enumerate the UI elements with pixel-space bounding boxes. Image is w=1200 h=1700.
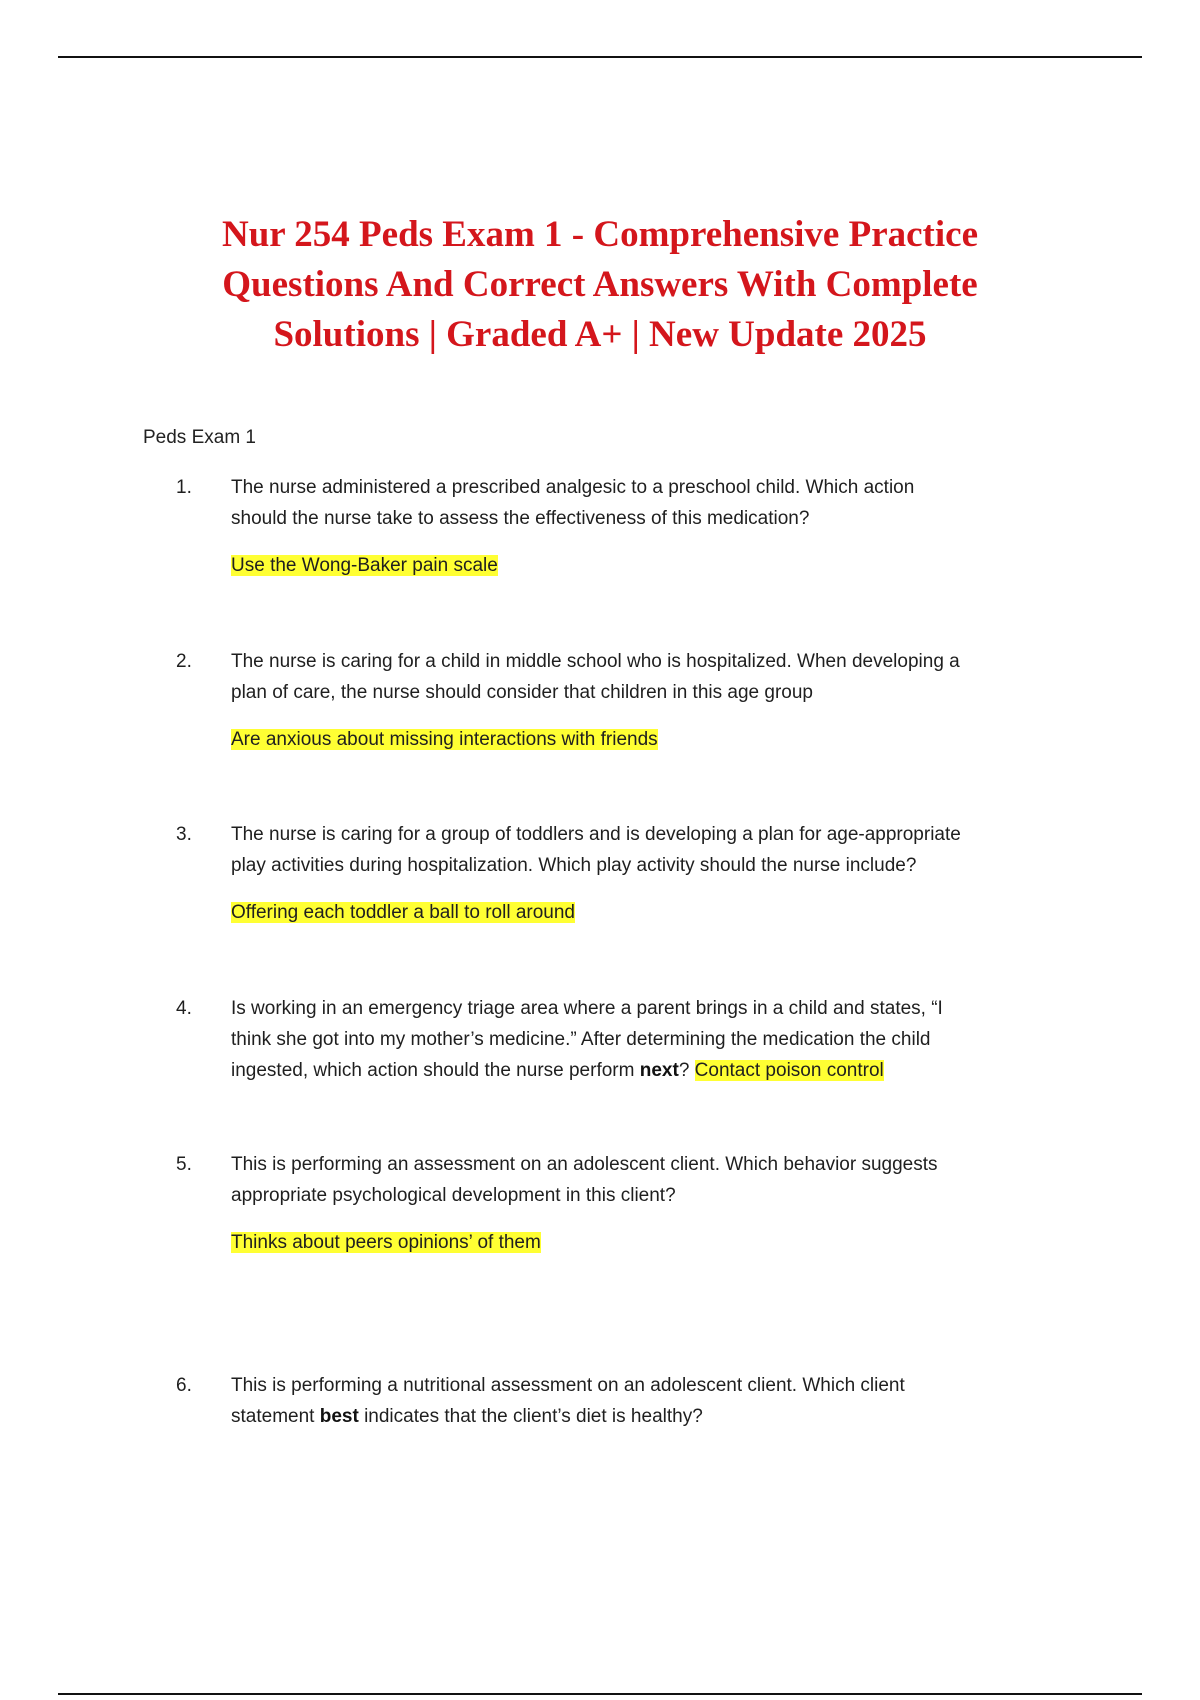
answer <box>231 1229 541 1256</box>
question-line: play activities during hospitalization. Which play activity should the nurse include? <box>231 855 917 876</box>
question-text <box>231 993 1061 1086</box>
question-line: plan of care, the nurse should consider that children in this age group <box>231 682 813 703</box>
question-text <box>231 472 1061 534</box>
answer-highlight: Thinks about peers opinions’ of them <box>231 1232 541 1253</box>
emphasis-best: best <box>319 1406 359 1427</box>
question-number: 2. <box>176 651 192 672</box>
question-text-part: ingested, which action should the nurse perform <box>231 1060 640 1081</box>
answer <box>231 726 658 753</box>
question-number: 6. <box>176 1375 192 1396</box>
question-text <box>231 819 1061 881</box>
question-text <box>231 646 1061 708</box>
question-line: appropriate psychological development in this client? <box>231 1185 676 1206</box>
question-text-part: indicates that the client’s diet is healthy? <box>358 1406 703 1427</box>
answer <box>231 899 575 926</box>
question-text-part: statement <box>231 1406 320 1427</box>
top-rule <box>58 56 1142 58</box>
question-line: This is performing a nutritional assessment on an adolescent client. Which client <box>231 1375 905 1396</box>
question-line: think she got into my mother’s medicine.” After determining the medication the child <box>231 1029 931 1050</box>
bottom-rule <box>58 1693 1142 1695</box>
title-line-2: Questions And Correct Answers With Complete <box>222 264 978 305</box>
title-line-1: Nur 254 Peds Exam 1 - Comprehensive Practice <box>222 214 978 255</box>
section-label: Peds Exam 1 <box>143 427 256 448</box>
question-text-part: ? <box>678 1060 695 1081</box>
question-number: 4. <box>176 998 192 1019</box>
question-number: 5. <box>176 1154 192 1175</box>
title-line-3: Solutions | Graded A+ | New Update 2025 <box>273 314 927 355</box>
question-number: 1. <box>176 477 192 498</box>
answer-highlight: Contact poison control <box>694 1060 884 1081</box>
question-line: should the nurse take to assess the effectiveness of this medication? <box>231 508 810 529</box>
question-line <box>231 1401 1061 1432</box>
answer <box>231 552 498 579</box>
question-line: The nurse is caring for a group of toddlers and is developing a plan for age-appropriate <box>231 824 961 845</box>
document-title <box>150 210 1050 360</box>
question-text <box>231 1370 1061 1432</box>
answer-highlight: Offering each toddler a ball to roll around <box>231 902 575 923</box>
answer-highlight: Are anxious about missing interactions with friends <box>231 729 658 750</box>
question-line <box>231 1055 1061 1086</box>
answer-highlight: Use the Wong-Baker pain scale <box>231 555 498 576</box>
question-line: This is performing an assessment on an adolescent client. Which behavior suggests <box>231 1154 938 1175</box>
question-line: Is working in an emergency triage area where a parent brings in a child and states, “I <box>231 998 943 1019</box>
emphasis-next: next <box>639 1060 679 1081</box>
question-line: The nurse administered a prescribed analgesic to a preschool child. Which action <box>231 477 915 498</box>
question-number: 3. <box>176 824 192 845</box>
question-text <box>231 1149 1061 1211</box>
question-line: The nurse is caring for a child in middle school who is hospitalized. When developing a <box>231 651 960 672</box>
